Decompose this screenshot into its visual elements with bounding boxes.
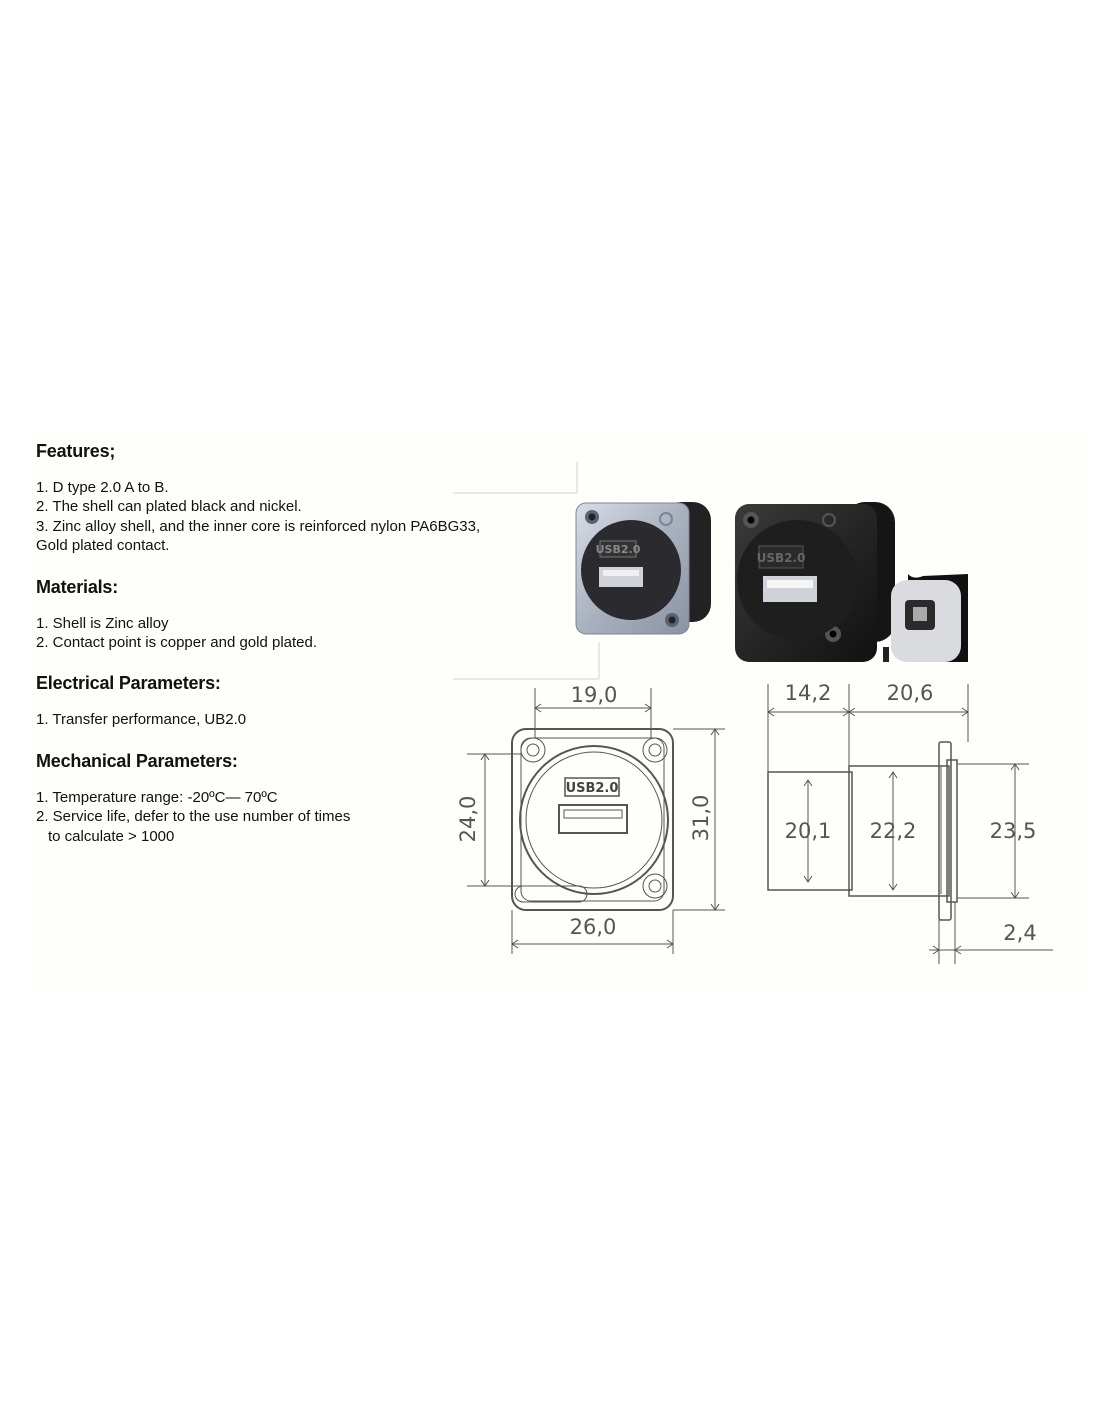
black-connector: [735, 502, 895, 662]
section-heading: Mechanical Parameters:: [36, 750, 238, 771]
dimension-front-top-width: 19,0: [570, 683, 618, 707]
dimension-front-outer-height: 31,0: [689, 794, 713, 842]
usb-badge-label: USB2.0: [565, 781, 619, 796]
dimension-side-flange-thickness: 2,4: [1003, 921, 1037, 945]
list-item: 1. D type 2.0 A to B.: [36, 479, 169, 496]
list-item-continuation: to calculate > 1000: [48, 827, 175, 845]
usb-b-port: [883, 574, 968, 662]
list-item: Gold plated contact.: [36, 537, 170, 555]
technical-drawing: [453, 672, 1058, 967]
front-view: [512, 729, 673, 910]
dimension-side-rear-height: 20,1: [784, 819, 832, 843]
list-item: 3. Zinc alloy shell, and the inner core is reinforced nylon PA6BG33,: [36, 517, 481, 535]
section-heading: Features;: [36, 441, 116, 461]
nickel-connector: [576, 502, 711, 634]
dimension-front-inner-height: 24,0: [456, 795, 480, 843]
section-heading: Materials:: [36, 576, 119, 597]
dimension-side-flange-height: 23,5: [989, 819, 1037, 843]
product-photo: [453, 462, 968, 680]
dimension-side-flange-length: 20,6: [886, 681, 934, 705]
usb-badge-label: USB2.0: [756, 551, 806, 565]
list-item: 1. Temperature range: -20ºC— 70ºC: [36, 788, 278, 806]
list-item: 2. Service life, defer to the use number of times: [36, 808, 351, 826]
list-item: 2. The shell can plated black and nickel.: [36, 498, 302, 516]
usb-badge-label: USB2.0: [595, 543, 641, 556]
dimension-side-body-height: 22,2: [869, 819, 917, 843]
dimension-front-bottom-width: 26,0: [569, 915, 617, 939]
list-item: 2. Contact point is copper and gold plated.: [36, 634, 318, 652]
dimension-side-body-length: 14,2: [784, 681, 832, 705]
section-heading: Electrical Parameters:: [36, 673, 221, 694]
list-item: 1. Transfer performance, UB2.0: [36, 711, 247, 729]
list-item: 1. Shell is Zinc alloy: [36, 614, 169, 632]
